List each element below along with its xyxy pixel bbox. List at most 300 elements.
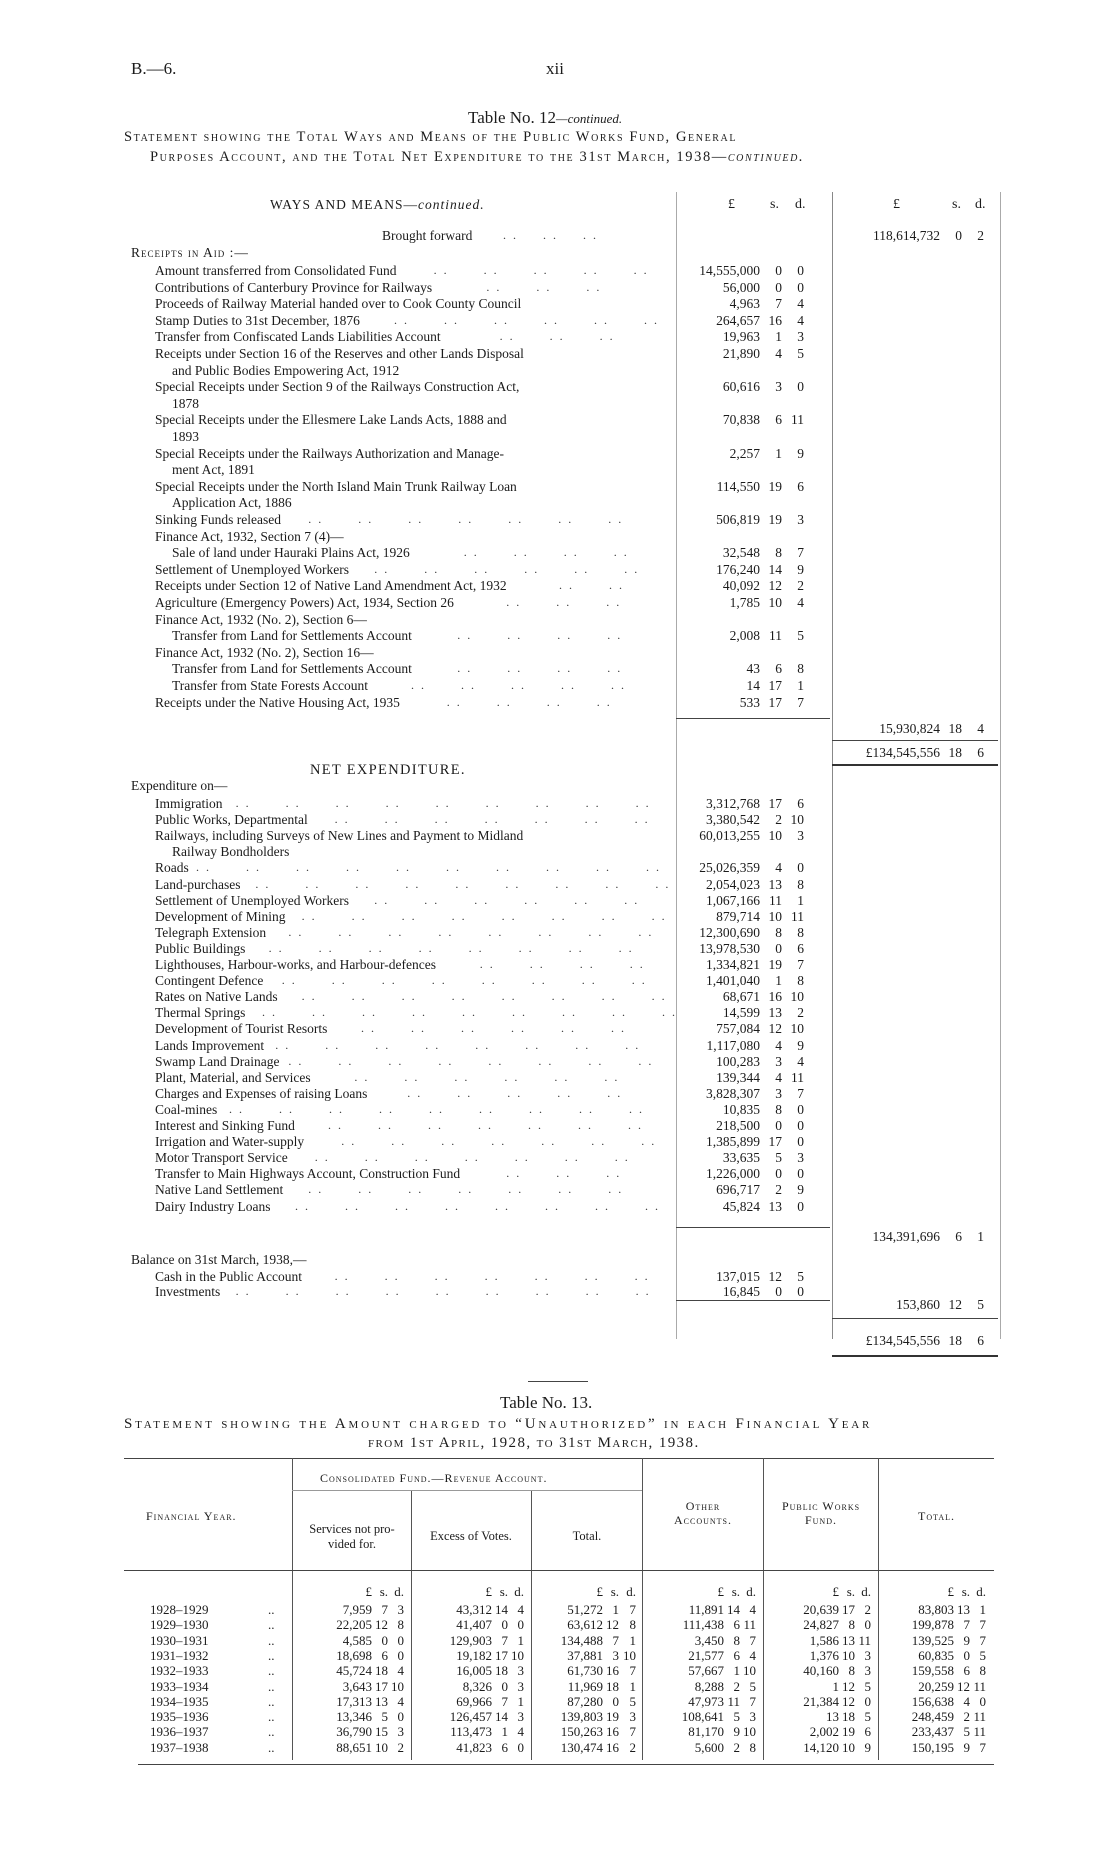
t13-cell: 87,280	[567, 1693, 603, 1709]
ledger-row-label: Sale of land under Hauraki Plains Act, 1926	[172, 545, 410, 561]
t13-cell: 3	[612, 1647, 619, 1663]
t13-cell: 3,450	[694, 1632, 724, 1648]
t13-cell: 8,326	[462, 1678, 492, 1694]
t13-cell: 7	[979, 1739, 986, 1755]
ledger-row: Lighthouses, Harbour-works, and Harbour-defences .. .. .. .. 1,334,821 19 7	[155, 957, 804, 972]
t13-head-public-works: Public Works Fund.	[781, 1499, 861, 1527]
t13-head-bottom-rule	[124, 1570, 994, 1571]
t13-cell: 9	[864, 1739, 871, 1755]
ledger-row-label: Special Receipts under Section 9 of the Railways Construction Act,	[155, 379, 520, 395]
ledger-row-label: Sinking Funds released	[155, 512, 281, 527]
t13-table-row: 1936–1937 .. 36,790 15 3 113,473 1 4 150,263 16 7 81,170 9 10 2,002 19 6 233,437 5 11	[150, 1724, 986, 1740]
t13-cell: 10	[375, 1739, 388, 1755]
t13-cell: 14	[727, 1602, 740, 1617]
t13-cell: 11	[858, 1632, 871, 1648]
ledger-row-label: Finance Act, 1932 (No. 2), Section 6—	[155, 611, 367, 627]
ledger-row: Receipts under Section 16 of the Reserves and other Lands Disposal 21,890 4 5	[155, 346, 804, 361]
t13-cell: 3	[629, 1709, 636, 1725]
t13-cell: 17	[375, 1678, 388, 1694]
t13-cell: 4	[749, 1602, 756, 1617]
t13-unit-label: £	[596, 1584, 603, 1599]
t13-cell: 7	[749, 1693, 756, 1709]
t13-cell: 5	[979, 1647, 986, 1663]
ledger-row: Receipts under Section 12 of Native Land Amendment Act, 1932 .. .. 40,092 12 2	[155, 578, 804, 594]
ledger-row-label: Roads	[155, 860, 189, 876]
ledger-row: Transfer to Main Highways Account, Construction Fund .. .. .. 1,226,000 0 0	[155, 1166, 804, 1182]
t13-cell: 0	[517, 1617, 524, 1633]
t13-cell: 8	[749, 1739, 756, 1755]
page-reference: B.—6.	[131, 59, 177, 78]
ledger-row: Land-purchases .. .. .. .. .. .. .. .. .. 2,054,023 13 8	[155, 876, 804, 892]
ledger-row-label: Rates on Native Lands	[155, 989, 278, 1005]
t13-cell: 8	[848, 1617, 855, 1633]
table12-caption-line2: Purposes Account, and the Total Net Expenditure to the 31st March, 1938—continued.	[150, 149, 805, 165]
t13-cell: 14	[495, 1709, 508, 1725]
ledger-row: Development of Tourist Resorts .. .. .. .. .. .. 757,084 12 10	[155, 1021, 804, 1037]
t13-cell: 6	[733, 1617, 740, 1633]
t13-cell: 18	[842, 1709, 855, 1725]
t13-cell: 20,259	[918, 1678, 954, 1694]
table13-caption-line1: Statement showing the Amount charged to “Unauthorized” in each Financial Year	[124, 1416, 873, 1432]
ledger-row: Special Receipts under the North Island Main Trunk Railway Loan 114,550 19 6	[155, 478, 804, 494]
t13-unit-label: d.	[746, 1584, 756, 1599]
t13-table-row: 1937–1938 .. 88,651 10 2 41,823 6 0 130,474 16 2 5,600 2 8 14,120 10 9 150,195 9 7	[150, 1739, 986, 1755]
t13-cell: 9	[963, 1632, 970, 1648]
t13-cell: 4,585	[342, 1632, 372, 1648]
t13-cell: 2	[733, 1739, 740, 1755]
t13-cell: 1	[629, 1678, 636, 1694]
t13-cell: 111,438	[682, 1617, 724, 1633]
t13-cell: 0	[517, 1739, 524, 1755]
receipts-heading: Receipts in Aid :—	[131, 245, 249, 260]
t13-cell: 10	[743, 1663, 756, 1679]
table12-title: Table No. 12—continued.	[468, 108, 623, 127]
t13-cell: 81,170	[688, 1724, 724, 1740]
table13-title: Table No. 13.	[500, 1393, 593, 1412]
t13-cell: 13	[826, 1709, 839, 1725]
t13-cell: 4	[963, 1693, 970, 1709]
t13-cell: 63,612	[567, 1617, 603, 1633]
t13-cell: 233,437	[911, 1724, 954, 1740]
ledger-row-label: Special Receipts under the Railways Authorization and Manage-	[155, 445, 505, 461]
t13-cell: 3	[517, 1663, 524, 1679]
t13-unit-label: s.	[961, 1584, 970, 1599]
ledger-row: Amount transferred from Consolidated Fund .. .. .. .. .. 14,555,000 0 0	[155, 263, 804, 278]
ledger-row-label: Lands Improvement	[155, 1037, 265, 1053]
ledger-row-label: Settlement of Unemployed Workers	[155, 892, 349, 908]
ledger-row-label: Special Receipts under the North Island Main Trunk Railway Loan	[155, 478, 517, 494]
expenditure-total-row: 134,391,696 6 1	[872, 1229, 984, 1244]
t13-cell: 12	[842, 1693, 855, 1709]
t13-table-row: 1931–1932 .. 18,698 6 0 19,182 17 10 37,881 3 10 21,577 6 4 1,376 10 3 60,835 0 5	[150, 1647, 986, 1663]
ledger-row: Public Buildings .. .. .. .. .. .. .. .. 13,978,530 0 6	[155, 940, 804, 956]
col-s-2: s.	[952, 197, 961, 212]
ledger-row-label: Irrigation and Water-supply	[155, 1134, 305, 1150]
ledger-row: Native Land Settlement .. .. .. .. .. .. .. 696,717 2 9	[155, 1182, 804, 1198]
t13-head-grand-total: Total.	[917, 1509, 956, 1523]
ledger-row: Swamp Land Drainage .. .. .. .. .. .. .. .. 100,283 3 4	[155, 1053, 804, 1069]
col-s-1: s.	[770, 197, 779, 212]
t13-cell: 14,120	[803, 1739, 839, 1755]
t13-cell: 18	[495, 1663, 508, 1679]
t13-year: 1931–1932	[150, 1647, 209, 1663]
t13-cell: 60,835	[918, 1647, 954, 1663]
ledger-row-label: Land-purchases	[155, 876, 241, 892]
ledger-row: Dairy Industry Loans .. .. .. .. .. .. .. .. 45,824 13 0	[155, 1198, 804, 1214]
t13-cell: 7	[963, 1617, 970, 1633]
ledger-row-label: ment Act, 1891	[172, 462, 255, 478]
t13-year: 1934–1935	[150, 1693, 209, 1709]
t13-cell: 7,959	[342, 1602, 372, 1617]
t13-cell: 5	[629, 1693, 636, 1709]
t13-cell: 19	[606, 1709, 619, 1725]
t13-cell: 1	[517, 1693, 524, 1709]
ledger-row: Transfer from Land for Settlements Account .. .. .. .. 43 6 8	[172, 661, 804, 677]
t13-cell: 1	[612, 1602, 619, 1617]
t13-table-row: 1934–1935 .. 17,313 13 4 69,966 7 1 87,280 0 5 47,973 11 7 21,384 12 0 156,638 4 0	[150, 1693, 986, 1709]
t13-cell: 41,407	[456, 1617, 492, 1633]
t13-cell: 0	[381, 1632, 388, 1648]
t13-cell: 7	[501, 1693, 508, 1709]
ledger-row-label: Amount transferred from Consolidated Fund	[155, 263, 397, 278]
t13-cell: 0	[864, 1617, 871, 1633]
ledger-row-label: Transfer from Land for Settlements Account	[172, 661, 412, 677]
t13-cell: 248,459	[911, 1709, 954, 1725]
t13-cell: 8	[629, 1617, 636, 1633]
t13-cell: 2	[629, 1739, 636, 1755]
t13-cell: 2	[733, 1678, 740, 1694]
t13-cell: 7	[501, 1632, 508, 1648]
t13-cell: 17	[495, 1647, 508, 1663]
t13-cell: 7	[381, 1602, 388, 1617]
t13-cell: 19,182	[456, 1647, 492, 1663]
ledger-row-label: and Public Bodies Empowering Act, 1912	[172, 362, 400, 378]
ledger-row-label: Finance Act, 1932, Section 7 (4)—	[155, 528, 344, 544]
ledger-row-label: Special Receipts under the Ellesmere Lake Lands Acts, 1888 and	[155, 412, 507, 428]
ledger-row: Proceeds of Railway Material handed over to Cook County Council 4,963 7 4	[155, 296, 804, 312]
t13-cell: 7	[979, 1632, 986, 1648]
t13-cell: 11	[973, 1724, 986, 1740]
ledger-row-label: Receipts under the Native Housing Act, 1935	[155, 694, 400, 710]
t13-cell: 11,891	[688, 1602, 724, 1617]
ledger-row: Contributions of Canterbury Province for Railways .. .. .. 56,000 0 0	[155, 279, 804, 295]
t13-cell: 0	[397, 1647, 404, 1663]
t13-cell: 13	[842, 1632, 855, 1648]
ledger-row	[0, 364, 1114, 379]
ledger-row: Transfer from Land for Settlements Account .. .. .. .. 2,008 11 5	[172, 628, 804, 644]
grand-total-2-double-rule	[832, 1355, 998, 1357]
t13-cell: 14	[495, 1602, 508, 1617]
t13-unit-label: d.	[394, 1584, 404, 1599]
t13-cell: 5	[864, 1709, 871, 1725]
ledger-row-label: Finance Act, 1932 (No. 2), Section 16—	[155, 644, 374, 660]
ledger-row-label: Interest and Sinking Fund	[155, 1118, 295, 1133]
t13-cell: 16	[606, 1739, 619, 1755]
brought-forward-row: Brought forward .. .. .. 118,614,732 0 2	[382, 228, 984, 243]
t13-cell: 4	[517, 1602, 524, 1617]
grand-total-2-rule	[832, 1318, 998, 1319]
t13-cell: 4	[517, 1724, 524, 1740]
grand-total-1-rule	[832, 740, 998, 741]
ledger-row-label: Dairy Industry Loans	[155, 1198, 271, 1214]
t13-cell: 41,823	[456, 1739, 492, 1755]
ledger-row-label: Cash in the Public Account	[155, 1269, 302, 1284]
t13-cell: 2	[963, 1709, 970, 1725]
t13-cell: 2,002	[809, 1724, 839, 1740]
t13-unit-label: d.	[626, 1584, 636, 1599]
receipts-total-row: 15,930,824 18 4	[879, 721, 984, 736]
ledger-row: Cash in the Public Account .. .. .. .. .. .. .. 137,015 12 5	[155, 1269, 804, 1284]
t13-unit-label: s.	[731, 1584, 740, 1599]
ledger-row-label: Motor Transport Service	[155, 1150, 288, 1166]
t13-cell: 18	[606, 1678, 619, 1694]
ledger-row	[0, 845, 1114, 860]
t13-cell: 3	[517, 1678, 524, 1694]
t13-cell: 130,474	[560, 1739, 603, 1755]
t13-cell: 20,639	[803, 1602, 839, 1617]
t13-cell: 10	[842, 1739, 855, 1755]
table12-caption-line1: Statement showing the Total Ways and Means of the Public Works Fund, General	[124, 129, 738, 145]
t13-cell: 8	[848, 1663, 855, 1679]
t13-head-other: Other Accounts.	[673, 1499, 732, 1527]
t13-cell: 18,698	[336, 1647, 372, 1663]
t13-table-row: 1930–1931 .. 4,585 0 0 129,903 7 1 134,488 7 1 3,450 8 7 1,586 13 11 139,525 9 7	[150, 1632, 986, 1648]
ledger-row-label: Transfer to Main Highways Account, Construction Fund	[155, 1166, 461, 1182]
net-expenditure-heading: NET EXPENDITURE.	[310, 762, 466, 778]
t13-cell: 11,969	[567, 1678, 603, 1694]
t13-year: 1935–1936	[150, 1709, 209, 1725]
ledger-row-label: Lighthouses, Harbour-works, and Harbour-defences	[155, 957, 436, 972]
ledger-row-label: Transfer from State Forests Account	[172, 678, 368, 693]
t13-cell: 1	[979, 1602, 986, 1617]
ledger-row: Coal-mines .. .. .. .. .. .. .. .. .. 10,835 8 0	[155, 1101, 804, 1117]
ledger-row	[0, 397, 1114, 412]
ledger-row-label: Railways, including Surveys of New Lines and Payment to Midland	[155, 828, 524, 844]
ledger-row-label: Swamp Land Drainage	[155, 1053, 280, 1069]
t13-top-rule	[124, 1458, 994, 1459]
t13-cell: 6	[381, 1647, 388, 1663]
ledger-row-label: Receipts under Section 12 of Native Land Amendment Act, 1932	[155, 578, 507, 594]
t13-cell: 5	[864, 1678, 871, 1694]
ledger-row: Motor Transport Service .. .. .. .. .. .. .. 33,635 5 3	[155, 1150, 804, 1166]
t13-cell: 0	[612, 1693, 619, 1709]
t13-year: 1932–1933	[150, 1663, 209, 1679]
t13-cell: 40,160	[803, 1663, 839, 1679]
ledger-row-label: Plant, Material, and Services	[155, 1069, 311, 1085]
ledger-row-label: Agriculture (Emergency Powers) Act, 1934, Section 26	[155, 595, 454, 610]
t13-cell: 0	[979, 1693, 986, 1709]
t13-cell: 13	[375, 1693, 388, 1709]
t13-cell: 16	[606, 1724, 619, 1740]
ledger-row-label: Coal-mines	[155, 1101, 218, 1117]
ledger-row-label: Contingent Defence	[155, 973, 264, 989]
t13-cell: 16,005	[456, 1663, 492, 1679]
t13-cell: 18	[375, 1663, 388, 1679]
t13-cell: 139,525	[911, 1632, 954, 1648]
ledger-row-label: Receipts under Section 16 of the Reserves and other Lands Disposal	[155, 346, 524, 361]
t13-unit-label: £	[832, 1584, 839, 1599]
t13-head-services: Services not pro- vided for.	[309, 1522, 395, 1551]
t13-cell: 36,790	[336, 1724, 372, 1740]
t13-cell: 1	[517, 1632, 524, 1648]
t13-cell: 8	[979, 1663, 986, 1679]
t13-cell: 6	[733, 1647, 740, 1663]
t13-unit-label: s.	[379, 1584, 388, 1599]
t13-cell: 5	[381, 1709, 388, 1725]
t13-cell: 17,313	[336, 1693, 372, 1709]
t13-cell: 6	[501, 1739, 508, 1755]
ledger-row: Special Receipts under the Ellesmere Lake Lands Acts, 1888 and 70,838 6 11	[155, 412, 804, 428]
t13-cell: 126,457	[449, 1709, 492, 1725]
t13-cell: 7	[629, 1602, 636, 1617]
t13-cell: 5	[963, 1724, 970, 1740]
ledger-row: Lands Improvement .. .. .. .. .. .. .. .. 1,117,080 4 9	[155, 1037, 804, 1053]
ledger-row: Special Receipts under Section 9 of the Railways Construction Act, 60,616 3 0	[155, 379, 804, 395]
t13-cell: 19	[842, 1724, 855, 1740]
ledger-row: Interest and Sinking Fund .. .. .. .. .. .. .. 218,500 0 0	[155, 1118, 804, 1133]
t13-cell: 16	[606, 1663, 619, 1679]
ledger-row-label: Application Act, 1886	[172, 495, 292, 511]
t13-cell: 3	[397, 1602, 404, 1617]
t13-cell: 6	[963, 1663, 970, 1679]
t13-cell: 24,827	[803, 1617, 839, 1633]
col-d-1: d.	[795, 197, 806, 212]
t13-cell: 129,903	[449, 1632, 492, 1648]
ledger-row-label: 1878	[172, 395, 199, 411]
t13-cell: 4	[397, 1693, 404, 1709]
t13-cell: 156,638	[911, 1693, 954, 1709]
ledger-row: Settlement of Unemployed Workers .. .. .. .. .. .. 1,067,166 11 1	[155, 892, 804, 908]
t13-cell: 7	[629, 1724, 636, 1740]
t13-cell: 1	[733, 1663, 740, 1679]
ledger-row: Roads .. .. .. .. .. .. .. .. .. .. 25,026,359 4 0	[155, 860, 804, 876]
t13-cell: 10	[743, 1724, 756, 1740]
t13-cell: 1	[501, 1724, 508, 1740]
t13-cell: 57,667	[688, 1663, 724, 1679]
t13-cell: 5	[749, 1678, 756, 1694]
ledger-row: Telegraph Extension .. .. .. .. .. .. .. .. 12,300,690 8 8	[155, 924, 804, 940]
t13-cell: 6	[864, 1724, 871, 1740]
t13-unit-label: £	[947, 1584, 954, 1599]
t13-cell: 134,488	[560, 1632, 603, 1648]
ledger-row-label: Proceeds of Railway Material handed over to Cook County Council	[155, 296, 522, 312]
t13-cell: 10	[623, 1647, 636, 1663]
ledger-row	[0, 463, 1114, 478]
t13-year: 1937–1938	[150, 1739, 209, 1755]
t13-cell: 0	[501, 1678, 508, 1694]
t13-cell: 1	[629, 1632, 636, 1648]
t13-bottom-rule	[138, 1764, 994, 1765]
ledger-row-label: Native Land Settlement	[155, 1182, 284, 1198]
t13-cell: 10	[842, 1647, 855, 1663]
col-d-2: d.	[975, 197, 986, 212]
table13-caption-line2: from 1st April, 1928, to 31st March, 1938.	[368, 1435, 700, 1451]
ledger-row-label: Charges and Expenses of raising Loans	[155, 1085, 368, 1101]
balance-total-row: 153,860 12 5	[896, 1297, 984, 1312]
col-pound-1: £	[728, 197, 735, 212]
t13-cell: 3	[749, 1709, 756, 1725]
t13-cell: 11	[727, 1693, 740, 1709]
t13-head-year: Financial Year.	[146, 1509, 237, 1523]
ledger-row	[0, 496, 1114, 511]
ledger-row-label: 1893	[172, 429, 199, 444]
t13-cell: 1,376	[809, 1647, 839, 1663]
t13-unit-label: s.	[846, 1584, 855, 1599]
t13-cell: 45,724	[336, 1663, 372, 1679]
t13-cell: 10	[391, 1678, 404, 1694]
t13-year: 1929–1930	[150, 1617, 209, 1633]
t13-year: 1930–1931	[150, 1632, 209, 1648]
t13-cell: 0	[501, 1617, 508, 1633]
ledger-row-label: Stamp Duties to 31st December, 1876	[155, 312, 360, 328]
ledger-row	[0, 613, 1114, 628]
t13-table-row: 1935–1936 .. 13,346 5 0 126,457 14 3 139,803 19 3 108,641 5 3 13 18 5 248,459 2 11	[150, 1709, 986, 1725]
t13-cell: 17	[842, 1602, 855, 1617]
ledger-row-label: Settlement of Unemployed Workers	[155, 561, 349, 577]
t13-cell: 139,803	[560, 1709, 603, 1725]
t13-table-row: 1929–1930 .. 22,205 12 8 41,407 0 0 63,612 12 8 111,438 6 11 24,827 8 0 199,878 7 7	[150, 1617, 986, 1633]
ledger-row-label: Development of Mining	[155, 908, 286, 924]
t13-cell: 12	[606, 1617, 619, 1633]
t13-cell: 61,730	[567, 1663, 603, 1679]
t13-cell: 9	[963, 1739, 970, 1755]
t13-cell: 7	[629, 1663, 636, 1679]
t13-cell: 4	[397, 1663, 404, 1679]
t13-unit-label: d.	[514, 1584, 524, 1599]
t13-unit-label: £	[365, 1584, 372, 1599]
t13-cell: 37,881	[567, 1647, 603, 1663]
t13-year: 1933–1934	[150, 1678, 209, 1694]
ledger-row-label: Immigration	[155, 796, 223, 811]
ledger-row: Immigration .. .. .. .. .. .. .. .. .. 3,312,768 17 6	[155, 796, 804, 811]
ledger-row-label: Telegraph Extension	[155, 924, 267, 940]
t13-cell: 2	[397, 1739, 404, 1755]
t13-head-total: Total.	[572, 1529, 602, 1543]
t13-cell: 12	[375, 1617, 388, 1633]
ledger-row-label: Public Buildings	[155, 940, 246, 956]
t13-cell: 2	[864, 1602, 871, 1617]
t13-cell: 150,263	[560, 1724, 603, 1740]
ledger-row-label: Investments	[155, 1284, 221, 1299]
t13-cell: 21,577	[688, 1647, 724, 1663]
t13-cell: 1	[832, 1678, 839, 1694]
t13-cell: 13,346	[336, 1709, 372, 1725]
t13-cell: 159,558	[911, 1663, 954, 1679]
ledger-row: Irrigation and Water-supply .. .. .. .. .. .. .. 1,385,899 17 0	[155, 1134, 804, 1150]
t13-cell: 83,803	[918, 1602, 954, 1617]
ledger-row: Charges and Expenses of raising Loans .. .. .. .. .. 3,828,307 3 7	[155, 1085, 804, 1101]
ledger-row: Plant, Material, and Services .. .. .. .. .. .. 139,344 4 11	[155, 1069, 804, 1085]
grand-total-2-row: £134,545,556 18 6	[865, 1333, 984, 1348]
t13-cell: 11	[973, 1709, 986, 1725]
t13-unit-label: d.	[861, 1584, 871, 1599]
ledger-row: Transfer from State Forests Account .. .. .. .. .. 14 17 1	[172, 678, 804, 693]
ledger-row: Railways, including Surveys of New Lines and Payment to Midland 60,013,255 10 3	[155, 828, 804, 844]
t13-cell: 3	[397, 1724, 404, 1740]
t13-cell: 0	[963, 1647, 970, 1663]
t13-head-consolidated: Consolidated Fund.—Revenue Account.	[320, 1471, 548, 1485]
t13-cell: 3,643	[342, 1678, 372, 1694]
page-number: xii	[546, 59, 564, 78]
t13-year: 1936–1937	[150, 1724, 209, 1740]
t13-cell: 0	[864, 1693, 871, 1709]
ledger-row-label: Transfer from Land for Settlements Account	[172, 628, 412, 644]
balance-heading: Balance on 31st March, 1938,—	[131, 1252, 307, 1267]
ledger-row-label: Contributions of Canterbury Province for Railways	[155, 279, 433, 295]
ledger-row: Special Receipts under the Railways Authorization and Manage- 2,257 1 9	[155, 445, 804, 461]
t13-cell: 21,384	[803, 1693, 839, 1709]
ledger-row: Receipts under the Native Housing Act, 1935 .. .. .. .. 533 17 7	[155, 694, 804, 710]
